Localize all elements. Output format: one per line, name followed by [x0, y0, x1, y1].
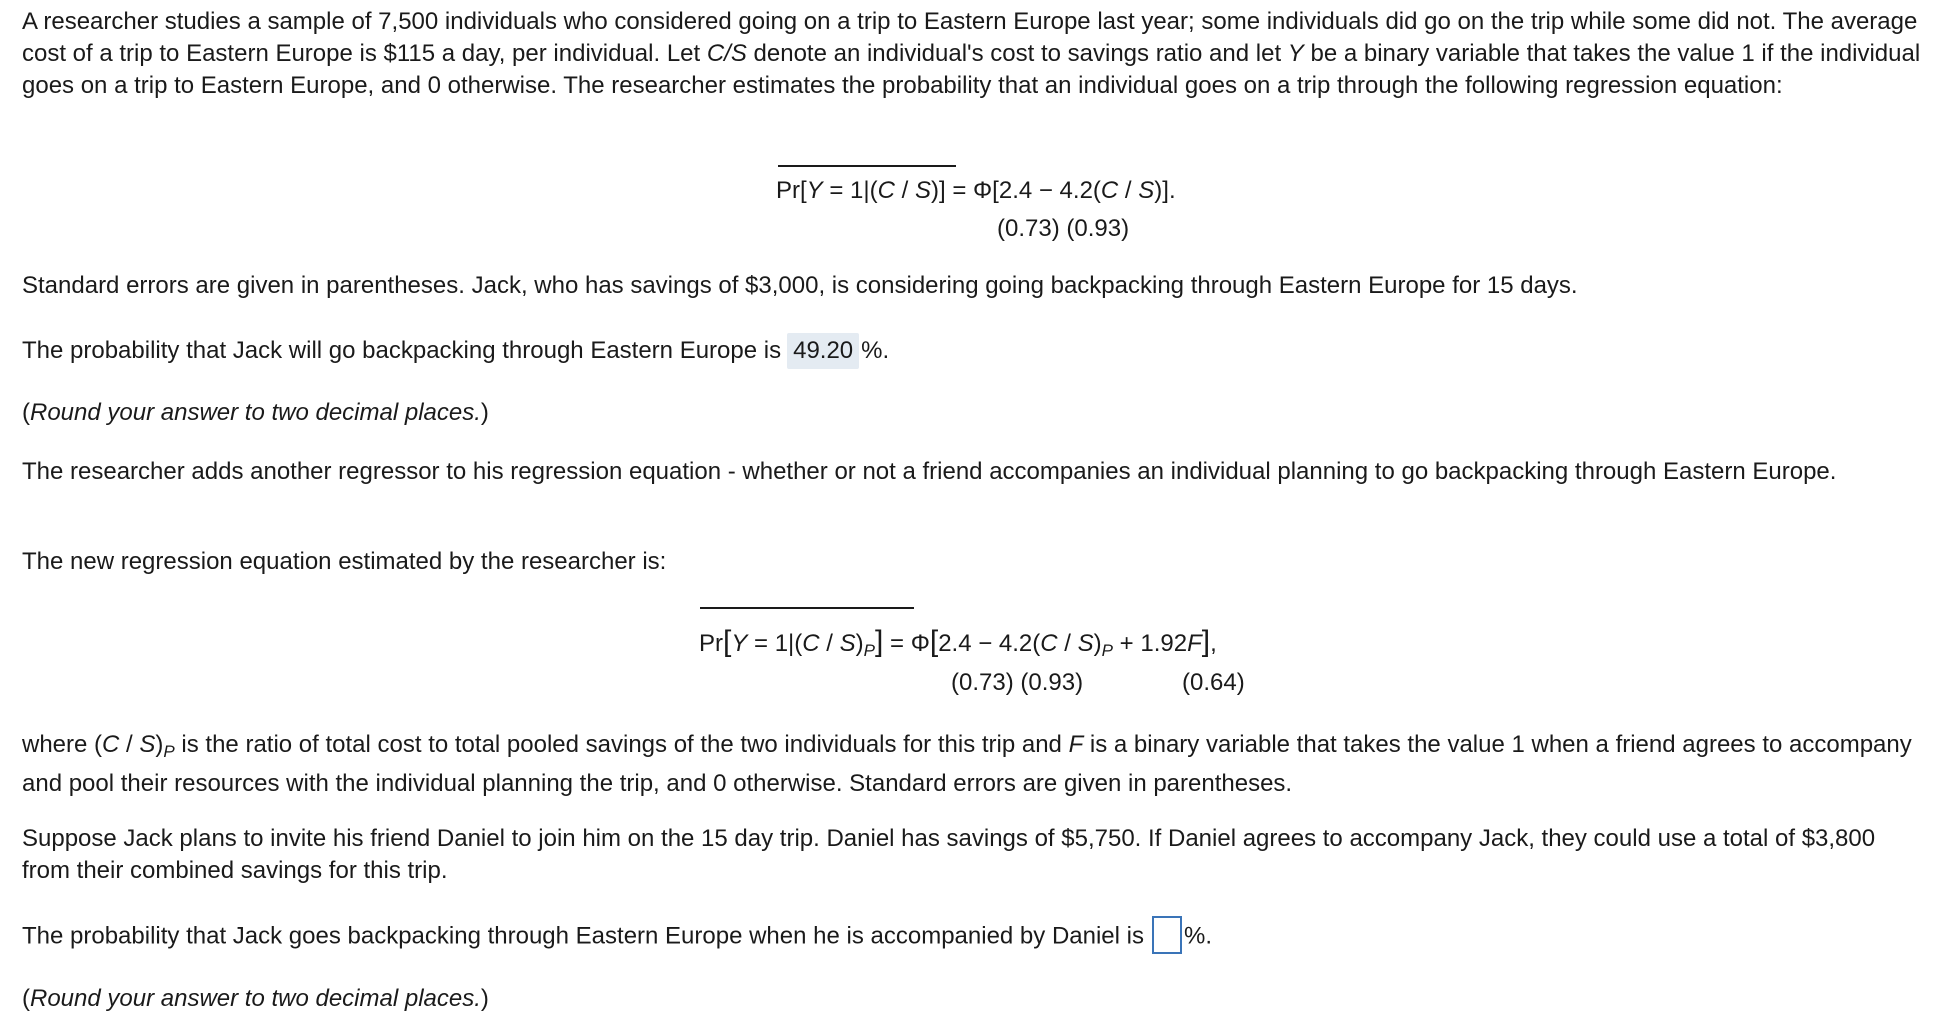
daniel-paragraph: Suppose Jack plans to invite his friend Daniel to join him on the 15 day trip. Daniel has savings of $5,750. If Daniel agrees to accompany Jack, they could use a total of $3,800 from their combined savings for this trip.: [22, 825, 1876, 884]
answer-2-input[interactable]: [1152, 916, 1182, 954]
question-2: [22, 920, 1927, 954]
question-2-text: The probability that Jack goes backpacking through Eastern Europe when he is accompanied by Daniel is: [22, 922, 1144, 950]
equation2-hat: [700, 607, 914, 609]
answer-2-unit: %.: [1184, 922, 1213, 950]
cs-variable: C/S: [706, 40, 747, 67]
new-equation-intro: The new regression equation estimated by the researcher is:: [22, 548, 667, 575]
where-paragraph: where $(C / S)_P$ is the ratio of total cost to total pooled savings of the two individuals for this trip and F is a binary variable that takes the value 1 when a friend agrees to accompany and pool their resources with the individual planning the trip, and 0 otherwise. Standard errors are given in parentheses.: [22, 731, 1912, 797]
question-1-text: The probability that Jack will go backpacking through Eastern Europe is: [22, 337, 782, 364]
intro-text-1: A researcher studies a sample of 7,500 individuals who considered going on a trip to Eastern Europe last year; some individuals did go on the trip while some did not. The average cost of a trip to Eastern Europe is $115 a day, per individual. Let: [22, 8, 1918, 67]
equation1-standard-errors: (0.73) (0.93): [997, 215, 1130, 242]
answer-1-unit: %.: [861, 337, 890, 364]
equation1: Pr[Y = 1|(C / S)] = Φ[2.4 − 4.2(C / S)].: [776, 177, 1176, 204]
regressor-paragraph: The researcher adds another regressor to his regression equation - whether or not a friend accompanies an individual planning to go backpacking through Eastern Europe.: [22, 458, 1837, 485]
equation1-hat: [778, 165, 956, 167]
round-note-1: (Round your answer to two decimal places.): [22, 399, 489, 426]
y-variable: Y: [1287, 40, 1304, 67]
intro-paragraph: [22, 6, 1927, 102]
se-note-1: Standard errors are given in parentheses. Jack, who has savings of $3,000, is considering going backpacking through Eastern Europe for 15 days.: [22, 272, 1578, 299]
round-note-2: (Round your answer to two decimal places.): [22, 985, 489, 1012]
intro-text-3: be a binary variable that takes the value 1 if the individual goes on a trip to Eastern Europe, and 0 otherwise. The researcher estimates the probability that an individual goes on a trip through the following regression equation:: [22, 40, 1921, 99]
equation2: $Pr[Y = 1|(C / S)_P] = \Phi[2.4 - 4.2(C / S)_P + 1.92F]$,: [699, 625, 1217, 660]
question-1: [22, 333, 1927, 369]
answer-1-field[interactable]: 49.20: [787, 333, 859, 369]
equation2-standard-errors-1: (0.73) (0.93): [951, 669, 1084, 696]
equation2-standard-errors-2: (0.64): [1182, 669, 1245, 696]
intro-text-2: denote an individual's cost to savings ratio and let: [746, 40, 1288, 67]
